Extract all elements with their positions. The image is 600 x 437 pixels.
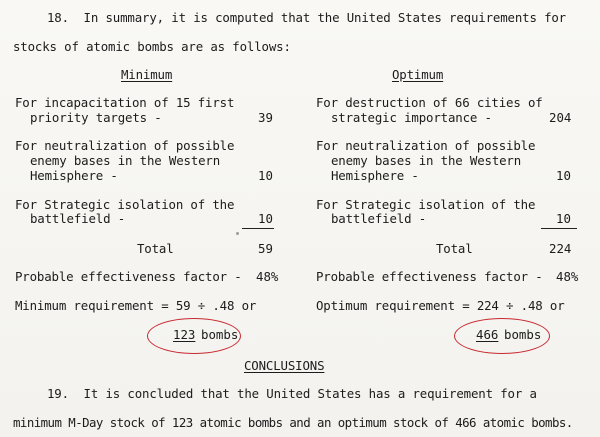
minimum-factor-label: Probable effectiveness factor -	[15, 269, 242, 284]
minimum-row3-line2: battlefield -	[30, 211, 126, 226]
optimum-result-unit: bombs	[504, 327, 542, 342]
optimum-total-value: 224	[549, 241, 572, 256]
optimum-heading: Optimum	[392, 67, 444, 82]
paragraph-19-line-2: minimum M-Day stock of 123 atomic bombs and an optimum stock of 466 atomic bombs.	[13, 415, 573, 430]
minimum-row2-line2: enemy bases in the Western	[30, 153, 221, 168]
minimum-sum-rule	[242, 228, 274, 229]
minimum-row1-line2: priority targets -	[30, 110, 162, 125]
optimum-row1-value: 204	[549, 110, 572, 125]
optimum-row1-line1: For destruction of 66 cities of	[316, 95, 543, 110]
optimum-result-number: 466	[476, 327, 499, 342]
paragraph-18-line-1: 18. In summary, it is computed that the United States requirements for	[47, 10, 566, 25]
optimum-row2-line3: Hemisphere -	[331, 168, 419, 183]
minimum-requirement: Minimum requirement = 59 ÷ .48 or	[15, 298, 257, 313]
paragraph-19-line-1: 19. It is concluded that the United States has a requirement for a	[47, 386, 537, 401]
scan-speck	[236, 232, 239, 235]
minimum-result-number: 123	[173, 327, 196, 342]
paragraph-18-line-2: stocks of atomic bombs are as follows:	[13, 39, 291, 54]
optimum-requirement: Optimum requirement = 224 ÷ .48 or	[316, 298, 565, 313]
minimum-row1-value: 39	[258, 110, 273, 125]
optimum-row2-line2: enemy bases in the Western	[331, 153, 522, 168]
minimum-total-value: 59	[258, 241, 273, 256]
minimum-row2-line3: Hemisphere -	[30, 168, 118, 183]
optimum-factor-value: 48%	[556, 269, 579, 284]
optimum-factor-label: Probable effectiveness factor -	[316, 269, 543, 284]
optimum-row2-line1: For neutralization of possible	[316, 138, 536, 153]
conclusions-heading: CONCLUSIONS	[244, 358, 325, 373]
optimum-total-label: Total	[436, 241, 473, 256]
optimum-row3-value: 10	[556, 211, 571, 226]
minimum-row1-line1: For incapacitation of 15 first	[15, 95, 235, 110]
minimum-result-unit: bombs	[201, 327, 239, 342]
minimum-row3-line1: For Strategic isolation of the	[15, 197, 235, 212]
optimum-row2-value: 10	[556, 168, 571, 183]
optimum-row1-line2: strategic importance -	[331, 110, 492, 125]
optimum-sum-rule	[541, 228, 577, 229]
minimum-heading: Minimum	[121, 67, 173, 82]
minimum-row3-value: 10	[258, 211, 273, 226]
minimum-row2-value: 10	[258, 168, 273, 183]
optimum-row3-line1: For Strategic isolation of the	[316, 197, 536, 212]
minimum-factor-value: 48%	[256, 269, 279, 284]
minimum-total-label: Total	[137, 241, 174, 256]
minimum-row2-line1: For neutralization of possible	[15, 138, 235, 153]
optimum-row3-line2: battlefield -	[331, 211, 427, 226]
